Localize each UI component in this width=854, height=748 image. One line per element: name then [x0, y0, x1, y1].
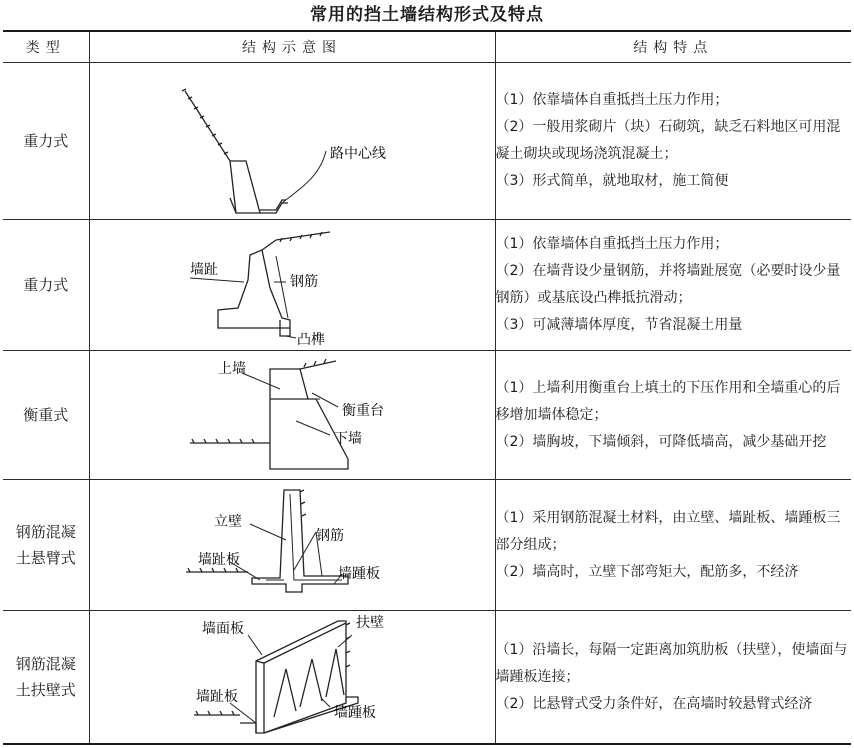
header-type: 类型	[3, 31, 89, 63]
label-face-slab: 墙面板	[201, 621, 244, 637]
label-upper-wall: 上墙	[217, 361, 246, 377]
label-road-centerline: 路中心线	[329, 146, 386, 162]
table-row	[3, 63, 851, 220]
label-shear-key: 凸榫	[296, 332, 325, 348]
table-row	[3, 220, 851, 351]
feature-text: （3）可减薄墙体厚度，节省混凝土用量	[495, 317, 743, 333]
table-row	[3, 480, 851, 611]
label-rebar: 钢筋	[289, 274, 318, 290]
feature-text: （1）沿墙长，每隔一定距离加筑肋板（扶壁），使墙面与墙踵板连接；	[495, 641, 848, 685]
features-cell	[495, 480, 851, 611]
feature-text: （2）墙胸坡，下墙倾斜，可降低墙高，减少基础开挖	[495, 433, 827, 450]
features-cell	[495, 63, 851, 220]
label-lower-wall: 下墙	[333, 431, 362, 447]
retaining-wall-table	[3, 30, 851, 745]
counterfort-wall-diagram	[90, 611, 496, 743]
feature-text: （1）依靠墙体自重抵挡土压力作用；	[495, 92, 729, 108]
page-title: 常用的挡土墙结构形式及特点	[310, 5, 544, 25]
feature-text: （1）采用钢筋混凝土材料，由立壁、墙趾板、墙踵板三部分组成；	[495, 509, 841, 553]
header-diagram: 结构示意图	[89, 31, 495, 63]
label-heel-slab: 墙踵板	[337, 566, 380, 582]
label-stem: 立壁	[213, 514, 242, 530]
features-cell	[495, 351, 851, 480]
type-cell: 重力式	[3, 220, 89, 351]
type-cell: 衡重式	[3, 351, 89, 480]
type-cell: 钢筋混凝土悬臂式	[3, 480, 89, 611]
feature-text: （1）上墙利用衡重台上填土的下压作用和全墙重心的后移增加墙体稳定；	[495, 379, 841, 423]
diagram-cell	[89, 480, 495, 611]
label-toe-slab: 墙趾板	[197, 552, 240, 568]
label-counterfort: 扶壁	[355, 615, 384, 631]
type-cell: 钢筋混凝土扶壁式	[3, 611, 89, 745]
label-counterweight-platform: 衡重台	[341, 403, 384, 419]
label-toe-slab: 墙趾板	[195, 689, 238, 705]
diagram-cell	[89, 220, 495, 351]
counterweight-wall-diagram	[90, 351, 496, 479]
features-cell	[495, 220, 851, 351]
cantilever-wall-diagram	[90, 480, 496, 610]
reinforced-gravity-wall-diagram	[90, 220, 496, 350]
feature-text: （2）在墙背设少量钢筋，并将墙趾展宽（必要时设少量钢筋）或基底设凸榫抵抗滑动；	[495, 263, 841, 306]
header-features: 结构特点	[495, 31, 851, 63]
gravity-wall-diagram	[90, 63, 496, 219]
header-row	[3, 31, 851, 63]
feature-text: （1）依靠墙体自重抵挡土压力作用；	[495, 236, 729, 252]
feature-text: （2）比悬臂式受力条件好，在高墙时较悬臂式经济	[495, 695, 813, 712]
table-row	[3, 611, 851, 745]
feature-text: （2）墙高时，立壁下部弯矩大，配筋多，不经济	[495, 563, 799, 580]
table-row	[3, 351, 851, 480]
diagram-cell	[89, 351, 495, 480]
diagram-cell	[89, 63, 495, 220]
diagram-cell	[89, 611, 495, 745]
feature-text: （3）形式简单，就地取材，施工简便	[495, 173, 729, 189]
label-heel-slab: 墙踵板	[333, 705, 376, 721]
feature-text: （2）一般用浆砌片（块）石砌筑，缺乏石料地区可用混凝土砌块或现场浇筑混凝土；	[495, 119, 841, 162]
type-cell: 重力式	[3, 63, 89, 220]
features-cell	[495, 611, 851, 745]
label-rebar: 钢筋	[315, 528, 344, 544]
label-toe: 墙趾	[189, 262, 218, 278]
